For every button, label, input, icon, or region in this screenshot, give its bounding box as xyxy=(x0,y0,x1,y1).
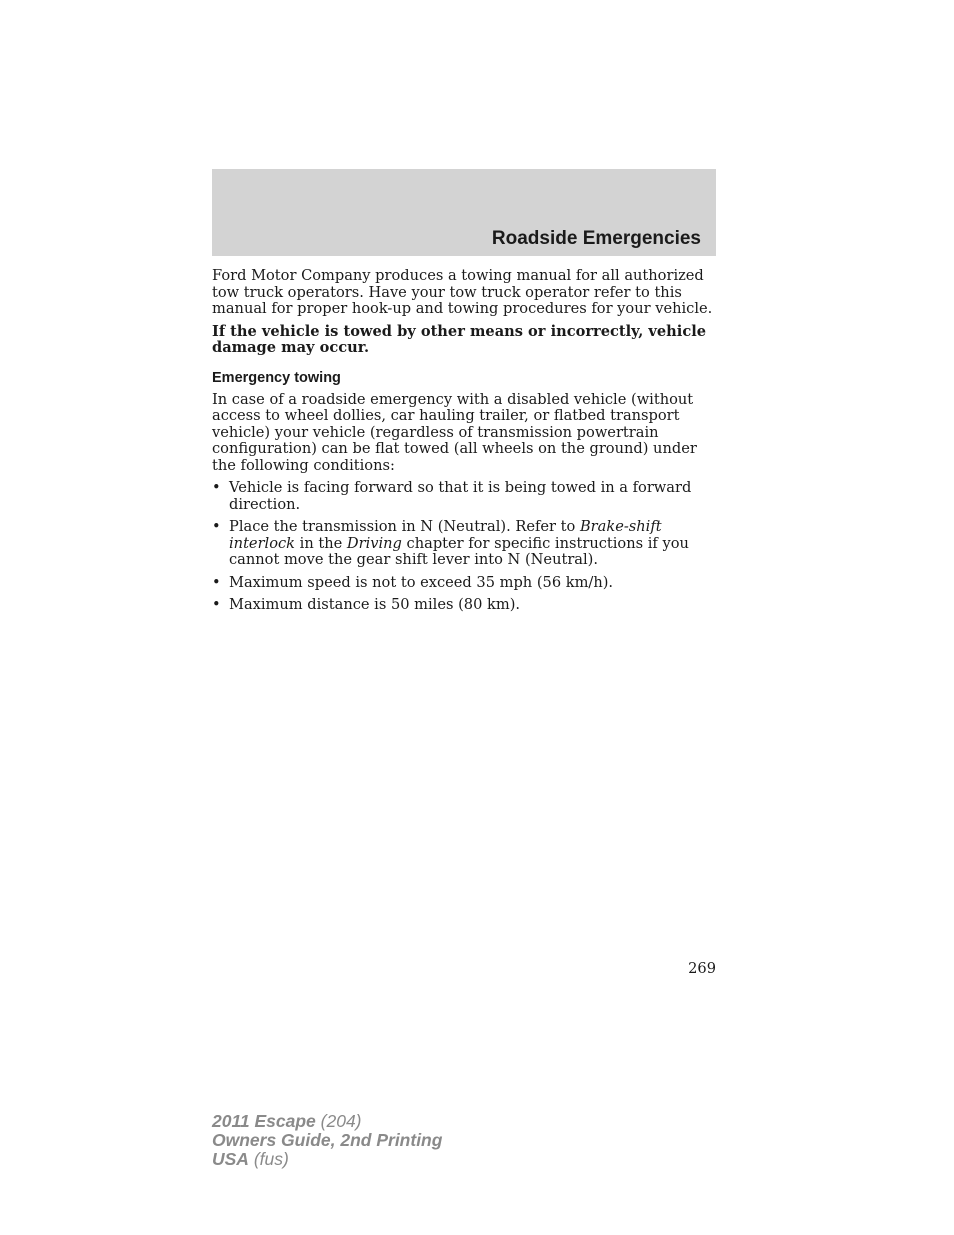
bullet-icon: • xyxy=(212,573,221,591)
list-item xyxy=(212,575,718,592)
list-item-text: chapter for specific instructions if you cannot move the gear shift lever into N (Neutral). xyxy=(229,534,689,568)
list-item-text: Maximum distance is 50 miles (80 km). xyxy=(229,596,521,613)
towing-paragraph: In case of a roadside emergency with a disabled vehicle (without access to wheel dollies, car hauling trailer, or flatbed transport vehicle) your vehicle (regardless of transmission powertrain configuration) can be flat towed (all wheels on the ground) under the following conditions: xyxy=(212,390,697,474)
reference-driving-chapter: Driving xyxy=(346,534,402,552)
section-title: Roadside Emergencies xyxy=(491,228,701,249)
bullet-icon: • xyxy=(212,596,221,613)
footer-line-region: USA (fus) xyxy=(212,1149,289,1169)
list-item xyxy=(212,597,718,614)
list-item-text: Place the transmission in N (Neutral). Refer to xyxy=(229,518,580,535)
conditions-list xyxy=(212,480,718,614)
page-number: 269 xyxy=(688,960,716,977)
warning-paragraph: If the vehicle is towed by other means or incorrectly, vehicle damage may occur. xyxy=(212,322,707,356)
subheading-emergency-towing: Emergency towing xyxy=(212,369,341,386)
document-footer xyxy=(212,1112,442,1169)
bullet-icon: • xyxy=(212,479,221,496)
footer-line-edition: Owners Guide, 2nd Printing xyxy=(212,1130,443,1150)
footer-line-model: 2011 Escape (204) xyxy=(212,1111,362,1131)
reference-brake-shift-interlock: Brake-shift interlock xyxy=(229,518,662,552)
list-item-text: Vehicle is facing forward so that it is being towed in a forward direction. xyxy=(229,479,692,513)
list-item xyxy=(212,480,718,513)
page-content xyxy=(212,268,718,620)
list-item xyxy=(212,519,718,569)
bullet-icon: • xyxy=(212,518,221,535)
list-item-text: in the xyxy=(295,534,347,552)
list-item-text: Maximum speed is not to exceed 35 mph (56 km/h). xyxy=(229,573,614,591)
section-header-band xyxy=(212,169,716,256)
intro-paragraph: Ford Motor Company produces a towing manual for all authorized tow truck operators. Have your tow truck operator refer to this manual for proper hook-up and towing procedures for your vehicle. xyxy=(212,267,713,317)
